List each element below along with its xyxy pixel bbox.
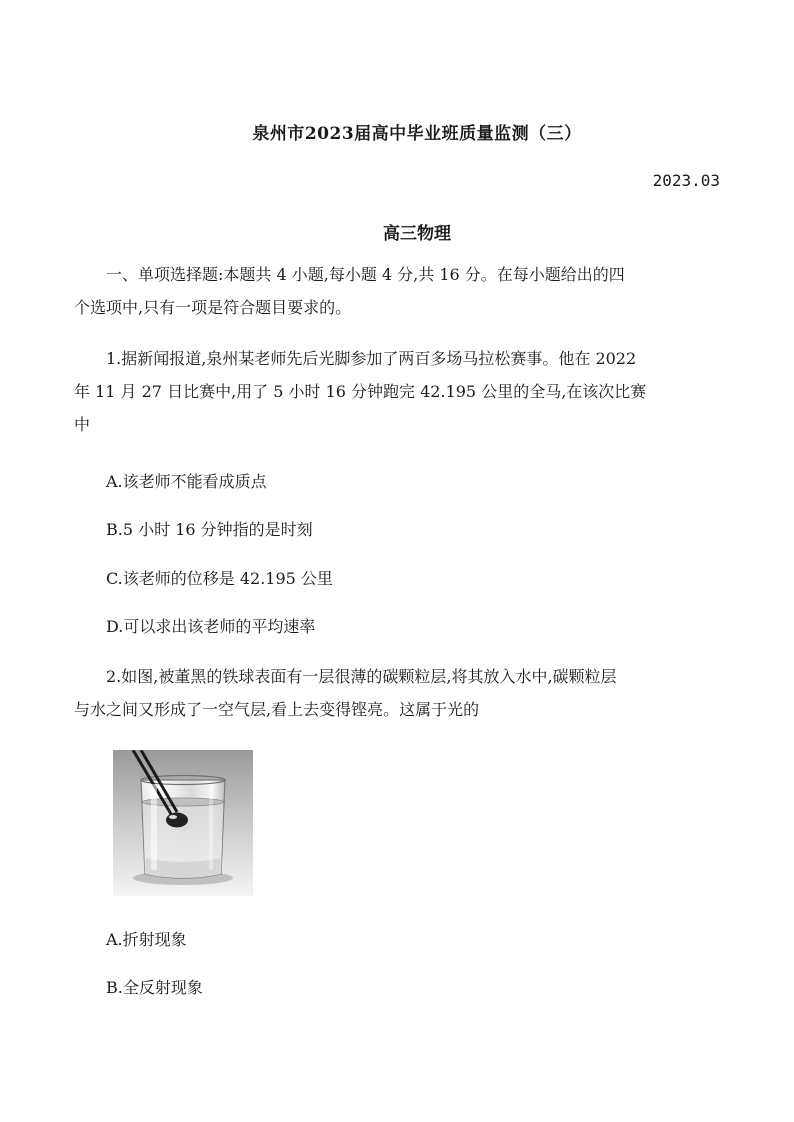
question-1-stem xyxy=(74,342,726,441)
section-instructions-line: 个选项中,只有一项是符合题目要求的。 xyxy=(74,298,352,317)
section-instructions xyxy=(74,258,726,324)
question-2-stem xyxy=(74,660,726,726)
document-title: 泉州市2023届高中毕业班质量监测（三） xyxy=(252,124,582,144)
question-1-option-a: A.该老师不能看成质点 xyxy=(106,472,267,491)
subject-heading: 高三物理 xyxy=(383,224,451,244)
question-1-option-c: C.该老师的位移是 42.195 公里 xyxy=(106,569,333,588)
question-1-stem-line: 中 xyxy=(74,415,91,434)
question-1-stem-line: 1.据新闻报道,泉州某老师先后光脚参加了两百多场马拉松赛事。他在 2022 xyxy=(106,349,637,368)
question-2-option-a: A.折射现象 xyxy=(106,930,187,949)
question-2-option-b: B.全反射现象 xyxy=(106,978,203,997)
question-2-stem-line: 2.如图,被董黑的铁球表面有一层很薄的碳颗粒层,将其放入水中,碳颗粒层 xyxy=(106,667,617,686)
question-1-option-d: D.可以求出该老师的平均速率 xyxy=(106,617,316,636)
glass-of-water-figure xyxy=(113,750,253,896)
question-1-stem-line: 年 11 月 27 日比赛中,用了 5 小时 16 分钟跑完 42.195 公里的全马,在该次比赛 xyxy=(74,382,647,401)
question-2-stem-line: 与水之间又形成了一空气层,看上去变得铿亮。这属于光的 xyxy=(74,700,480,719)
exam-date: 2023.03 xyxy=(652,171,720,190)
section-instructions-line: 一、单项选择题:本题共 4 小题,每小题 4 分,共 16 分。在每小题给出的四 xyxy=(106,265,625,284)
question-1-option-b: B.5 小时 16 分钟指的是时刻 xyxy=(106,520,313,539)
